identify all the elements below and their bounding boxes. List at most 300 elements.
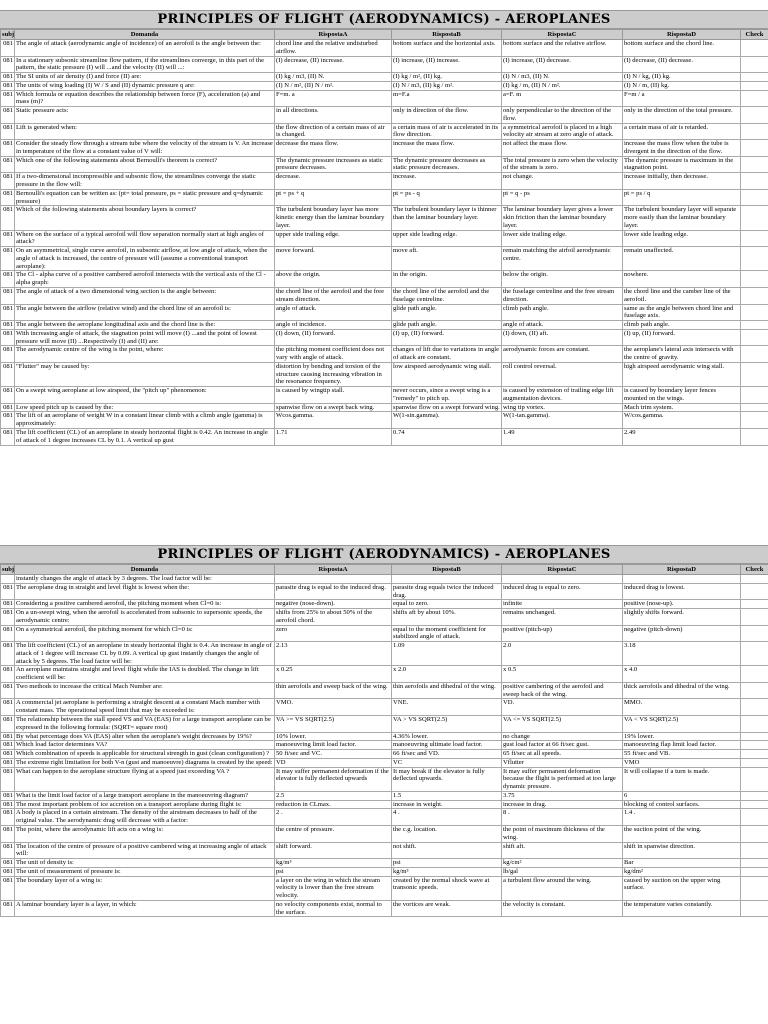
answer-d-cell: W/cos.gamma. [623,412,741,429]
answer-a-cell: It may suffer permanent deformation if the elevator is fully deflected upwards [275,767,392,791]
answer-c-cell: the point of maximum thickness of the wing. [502,825,623,842]
answer-c-cell: VA <= VS SQRT(2.5) [502,716,623,733]
answer-d-cell: (I) N / m, (II) kg. [623,81,741,90]
table-row [1,90,768,107]
question-cell: instantly changes the angle of attack by 3 degrees. The load factor will be: [15,575,275,584]
question-cell: The boundary layer of a wing is: [15,876,275,900]
answer-a-cell: negative (nose-down). [275,600,392,609]
check-cell [741,90,768,107]
answer-a-cell: angle of attack. [275,304,392,321]
question-cell: The location of the centre of pressure of a positive cambered wing at increasing angle of attack will: [15,842,275,859]
answer-d-cell: a certain mass of air is retarded. [623,123,741,140]
column-header-answer-a: RispostaA [275,565,392,575]
answer-c-cell: not affect the mass flow. [502,140,623,157]
answer-c-cell: 3.75 [502,791,623,800]
table-row [1,842,768,859]
answer-b-cell: the chord line of the aerofoil and the fuselage centreline. [392,287,502,304]
subject-code-cell: 081 [1,189,15,206]
subject-code-cell: 081 [1,791,15,800]
subject-code-cell: 081 [1,90,15,107]
answer-d-cell: manoeuvring flap limit load factor. [623,741,741,750]
answer-c-cell: (I) kg / m, (II) N / m². [502,81,623,90]
answer-a-cell: spanwise flow on a swept back wing. [275,403,392,412]
check-cell [741,600,768,609]
question-cell: The aerodynamic centre of the wing is the point, where: [15,346,275,363]
table-row [1,247,768,271]
answer-a-cell: the flow direction of a certain mass of air is changed. [275,123,392,140]
question-cell: Low speed pitch up is caused by the: [15,403,275,412]
question-cell: On an asymmetrical, single curve aerofoil, in subsonic airflow, at low angle of attack, when the angle of attack is increased, the centre of pressure will (assume a conventional transport aeroplane): [15,247,275,271]
column-header-question: Domanda [15,565,275,575]
question-table [0,564,768,917]
answer-b-cell: increase in weight. [392,800,502,809]
answer-c-cell: angle of attack. [502,321,623,330]
check-cell [741,123,768,140]
table-row [1,387,768,404]
answer-a-cell: thin aerofoils and sweep back of the wing. [275,682,392,699]
question-cell: If a two-dimensional incompressible and subsonic flow, the streamlines converge the static pressure in the flow will: [15,173,275,190]
column-header-answer-d: RispostaD [623,565,741,575]
question-cell: Where on the surface of a typical aerofoil will flow separation normally start at high angles of attack? [15,230,275,247]
answer-c-cell: lower side trailing edge. [502,230,623,247]
question-cell: Which combination of speeds is applicable for structural strength in gust (clean configuration) ? [15,750,275,759]
answer-c-cell: aerodynamic forces are constant. [502,346,623,363]
question-cell: The lift of an aeroplane of weight W in a constant linear climb with a climb angle (gamma) is approximately: [15,412,275,429]
subject-code-cell: 081 [1,625,15,642]
check-cell [741,173,768,190]
question-cell: On a un-swept wing, when the aerofoil is accelerated from subsonic to supersonic speeds, the aerodynamic centre: [15,609,275,626]
answer-c-cell: below the origin. [502,271,623,288]
answer-d-cell: the temperature varies constantly. [623,900,741,917]
table-row [1,40,768,57]
sheet-title: PRINCIPLES OF FLIGHT (AERODYNAMICS) - AEROPLANES [0,545,768,564]
table-row [1,609,768,626]
answer-b-cell: increase. [392,173,502,190]
subject-code-cell: 081 [1,609,15,626]
answer-c-cell: (I) N / m3, (II) N. [502,73,623,82]
answer-d-cell: remain unaffected. [623,247,741,271]
answer-b-cell: VC [392,758,502,767]
question-cell: Which load factor determines VA? [15,741,275,750]
check-cell [741,666,768,683]
answer-d-cell: same as the angle between chord line and fuselage axis. [623,304,741,321]
answer-b-cell: a certain mass of air is accelerated in its flow direction. [392,123,502,140]
answer-d-cell: thick aerofoils and dihedral of the wing. [623,682,741,699]
answer-c-cell: pt = q - ps [502,189,623,206]
question-cell: Considering a positive cambered aerofoil, the pitching moment when Cl=0 is: [15,600,275,609]
answer-b-cell: bottom surface and the horizontal axis. [392,40,502,57]
answer-b-cell: thin aerofoils and dihedral of the wing. [392,682,502,699]
question-cell: Which of the following statements about boundary layers is correct? [15,206,275,230]
subject-code-cell: 081 [1,876,15,900]
check-cell [741,682,768,699]
column-header-question: Domanda [15,30,275,40]
answer-a-cell: Wcos.gamma. [275,412,392,429]
answer-b-cell [392,575,502,584]
check-cell [741,189,768,206]
answer-d-cell: nowhere. [623,271,741,288]
question-cell: The unit of measurement of pressure is: [15,867,275,876]
answer-c-cell: x 0.5 [502,666,623,683]
answer-b-cell: (I) increase, (II) increase. [392,56,502,73]
question-cell: What can happen to the aeroplane structure flying at a speed just exceeding VA ? [15,767,275,791]
check-cell [741,732,768,741]
check-cell [741,412,768,429]
answer-b-cell: manoeuvring ultimate load factor. [392,741,502,750]
check-cell [741,583,768,600]
question-cell: The relationship between the stall speed VS and VA (EAS) for a large transport aeroplane can be expressed in the following formula: (SQRT= square root) [15,716,275,733]
check-cell [741,156,768,173]
table-row [1,809,768,826]
question-cell: The extreme right limitation for both V-n (gust and manoeuvre) diagrams is created by the speed: [16,758,273,766]
question-cell: Bernoulli's equation can be written as: (pt= total pressure, ps = static pressure and q=dynamic pressure) [15,189,275,206]
answer-b-cell: changes of lift due to variations in angle of attack are constant. [392,346,502,363]
table-header-row [1,30,768,40]
subject-code-cell: 081 [1,412,15,429]
answer-c-cell: remains unchanged. [502,609,623,626]
question-table-body [1,575,768,917]
answer-d-cell: Mach trim system. [623,403,741,412]
subject-code-cell: 081 [1,825,15,842]
question-cell: The SI units of air density (I) and force (II) are: [15,73,275,82]
subject-code-cell: 081 [1,206,15,230]
check-cell [741,800,768,809]
subject-code-cell: 081 [1,73,15,82]
column-header-answer-b: RispostaB [392,565,502,575]
check-cell [741,867,768,876]
answer-d-cell: increase the mass flow when the tube is divergent in the direction of the flow. [623,140,741,157]
subject-code-cell: 081 [1,156,15,173]
check-cell [741,609,768,626]
subject-code-cell: 081 [1,304,15,321]
subject-code-cell: 081 [1,758,15,767]
answer-c-cell: the velocity is constant. [502,900,623,917]
question-cell: The most important problem of ice accretion on a transport aeroplane during flight is: [15,800,275,809]
answer-b-cell: 0.74 [392,428,502,445]
question-table-body [1,40,768,446]
answer-a-cell: decrease. [275,173,392,190]
answer-b-cell: 1.5 [392,791,502,800]
answer-d-cell: (I) up, (II) forward. [623,329,741,346]
question-sheet-1 [0,10,768,446]
question-cell: The unit of density is: [15,859,275,868]
answer-a-cell: the pitching moment coefficient does not vary with angle of attack. [275,346,392,363]
check-cell [741,321,768,330]
table-row [1,583,768,600]
column-header-subj: subj [2,565,15,573]
answer-b-cell: shifts aft by about 10%. [392,609,502,626]
check-cell [741,56,768,73]
answer-d-cell: only in the direction of the total pressure. [623,107,741,124]
answer-c-cell: a turbulent flow around the wing. [502,876,623,900]
subject-code-cell: 081 [1,732,15,741]
answer-a-cell: 50 ft/sec and VC. [275,750,392,759]
question-cell: The point, where the aerodynamic lift acts on a wing is: [15,825,275,842]
subject-code-cell: 081 [1,583,15,600]
answer-a-cell: manoeuvring limit load factor. [275,741,392,750]
answer-d-cell: 3.18 [623,642,741,666]
question-cell: Which one of the following statements about Bernoulli's theorem is correct? [15,156,275,173]
column-header-check: Check [741,565,768,575]
answer-a-cell: angle of incidence. [275,321,392,330]
answer-d-cell: (I) decrease, (II) decrease. [623,56,741,73]
table-row [1,625,768,642]
answer-b-cell: never occurs, since a swept wing is a "remedy" to pitch up. [392,387,502,404]
subject-code-cell: 081 [1,809,15,826]
answer-c-cell: a symmetrical aerofoil is placed in a high velocity air stream at zero angle of attack. [502,123,623,140]
subject-code-cell: 081 [1,321,15,330]
answer-a-cell: (I) N / m², (II) N / m². [275,81,392,90]
answer-b-cell: parasite drag equals twice the induced drag. [392,583,502,600]
answer-c-cell: 8 . [502,809,623,826]
answer-a-cell: 2.13 [275,642,392,666]
answer-c-cell: is caused by extension of trailing edge lift augmentation devices. [502,387,623,404]
check-cell [741,791,768,800]
subject-code-cell: 081 [1,403,15,412]
table-row [1,867,768,876]
check-cell [741,575,768,584]
table-row [1,140,768,157]
answer-b-cell: 1.09 [392,642,502,666]
answer-a-cell: shift forward. [275,842,392,859]
answer-d-cell: bottom surface and the chord line. [623,40,741,57]
answer-b-cell: x 2.0 [392,666,502,683]
question-cell: The angle between the aeroplane longitudinal axis and the chord line is the: [15,321,275,330]
table-row [1,699,768,716]
answer-b-cell: only in direction of the flow. [392,107,502,124]
answer-b-cell: move aft. [392,247,502,271]
check-cell [741,716,768,733]
question-cell: A body is placed in a certain airstream. The density of the airstream decreases to half of the original value. The aerodynamic drag will decrease with a factor: [15,809,275,826]
answer-d-cell: It will collapse if a turn is made. [623,767,741,791]
answer-d-cell: kg/dm² [623,867,741,876]
subject-code-cell: 081 [1,140,15,157]
answer-a-cell: (I) down, (II) forward. [275,329,392,346]
check-cell [741,699,768,716]
answer-d-cell: the suction point of the wing. [623,825,741,842]
question-cell: The angle of attack (aerodynamic angle of incidence) of an aerofoil is the angle between the: [15,40,275,57]
table-row [1,575,768,584]
answer-d-cell: x 4.0 [623,666,741,683]
answer-a-cell: (I) decrease, (II) increase. [275,56,392,73]
answer-d-cell: is caused by boundary layer fences mounted on the wings. [623,387,741,404]
column-header-answer-a: RispostaA [275,30,392,40]
answer-b-cell: 4 . [392,809,502,826]
answer-d-cell: negative (pitch-down) [623,625,741,642]
question-cell: A commercial jet aeroplane is performing a straight descent at a constant Mach number with constant mass. The operational speed limit that may be exceeded is: [15,699,275,716]
answer-b-cell: not shift. [392,842,502,859]
check-cell [741,403,768,412]
table-row [1,173,768,190]
answer-c-cell: 65 ft/sec at all speeds. [502,750,623,759]
subject-code-cell: 081 [1,800,15,809]
subject-code-cell: 081 [1,173,15,190]
answer-d-cell: 19% lower. [623,732,741,741]
table-row [1,271,768,288]
subject-code-cell: 081 [1,842,15,859]
answer-a-cell: x 0.25 [275,666,392,683]
subject-code-cell: 081 [1,750,15,759]
table-row [1,800,768,809]
answer-a-cell: move forward. [275,247,392,271]
answer-b-cell: spanwise flow on a swept forward wing. [393,403,500,411]
answer-c-cell: remain matching the airfoil aerodynamic centre. [502,247,623,271]
answer-a-cell: F=m. a [275,90,392,107]
check-cell [741,767,768,791]
subject-code-cell: 081 [1,859,15,868]
table-row [1,412,768,429]
question-cell: With increasing angle of attack, the stagnation point will move (I) ...and the point of lowest pressure will move (II) ...Respectively (I) and (II) are: [15,329,275,346]
column-header-answer-b: RispostaB [392,30,502,40]
answer-c-cell: infinite [502,600,623,609]
answer-c-cell: not change. [502,173,623,190]
check-cell [741,287,768,304]
question-cell: By what percentage does VA (EAS) alter when the aeroplane's weight decreases by 19%? [15,732,275,741]
subject-code-cell: 081 [1,699,15,716]
answer-d-cell: (I) N / kg, (II) kg. [623,73,741,82]
answer-d-cell: high airspeed aerodynamic wing stall. [623,362,741,386]
answer-a-cell: psi [275,867,392,876]
answer-b-cell: VA > VS SQRT(2.5) [392,716,502,733]
answer-d-cell: F=m / a [623,90,741,107]
check-cell [741,107,768,124]
answer-b-cell: 66 ft/sec and VD. [392,750,502,759]
answer-b-cell: upper side leading edge. [392,230,502,247]
subject-code-cell: 081 [1,362,15,386]
question-cell: The units of wing loading (I) W / S and (II) dynamic pressure q are: [15,81,275,90]
check-cell [741,825,768,842]
answer-d-cell: 55 ft/sec and VB. [623,750,741,759]
question-cell: The Cl - alpha curve of a positive cambered aerofoil intersects with the vertical axis of the Cl - alpha graph: [15,271,275,288]
table-row [1,73,768,82]
answer-c-cell: no change [502,732,623,741]
answer-a-cell: above the origin. [275,271,392,288]
answer-b-cell: (I) up, (II) forward. [392,329,502,346]
answer-d-cell: VMO [623,758,741,767]
table-row [1,156,768,173]
check-cell [741,625,768,642]
answer-b-cell: psi [392,859,502,868]
subject-code-cell: 081 [1,682,15,699]
answer-d-cell: induced drag is lowest. [623,583,741,600]
check-cell [741,428,768,445]
answer-c-cell: increase in drag. [502,800,623,809]
column-header-subj: subj [2,30,15,38]
answer-b-cell: It may break if the elevator is fully deflected upwards. [392,767,502,791]
answer-c-cell: Vflutter [502,758,623,767]
check-cell [741,73,768,82]
check-cell [741,230,768,247]
column-header-check: Check [741,30,768,40]
answer-b-cell: low airspeed aerodynamic wing stall. [392,362,502,386]
question-cell: Static pressure acts: [15,107,275,124]
answer-a-cell: 1.71 [275,428,392,445]
subject-code-cell: 081 [1,287,15,304]
column-header-answer-c: RispostaC [502,30,623,40]
answer-a-cell: the centre of pressure. [275,825,392,842]
answer-d-cell: blocking of control surfaces. [623,800,741,809]
answer-c-cell: gust load factor at 66 ft/sec gust. [502,741,623,750]
answer-d-cell: climb path angle. [623,321,741,330]
table-row [1,287,768,304]
table-row [1,107,768,124]
check-cell [741,304,768,321]
table-row [1,329,768,346]
answer-d-cell: 6 [623,791,741,800]
subject-code-cell: 081 [1,271,15,288]
table-row [1,758,768,767]
check-cell [741,859,768,868]
column-header-answer-d: RispostaD [623,30,741,40]
check-cell [741,362,768,386]
answer-a-cell: decrease the mass flow. [275,140,392,157]
answer-a-cell: The dynamic pressure increases as static pressure decreases. [275,156,392,173]
answer-b-cell: the c.g. location. [392,825,502,842]
answer-c-cell: bottom surface and the relative airflow. [502,40,623,57]
answer-b-cell: the vortices are weak. [392,900,502,917]
check-cell [741,876,768,900]
answer-a-cell: the chord line of the aerofoil and the free stream direction. [275,287,392,304]
answer-b-cell: equal to the moment coefficient for stabilized angle of attack. [392,625,502,642]
table-row [1,859,768,868]
subject-code-cell: 081 [1,716,15,733]
answer-c-cell: The laminar boundary layer gives a lower skin friction than the laminar boundary layer. [502,206,623,230]
subject-code-cell: 081 [1,247,15,271]
answer-c-cell: W(1-tan.gamma). [502,412,623,429]
answer-b-cell: (I) kg / m², (II) kg. [392,73,502,82]
subject-code-cell: 081 [1,346,15,363]
table-row [1,600,768,609]
table-row [1,321,768,330]
answer-d-cell: pt = ps / q [623,189,741,206]
table-row [1,428,768,445]
subject-code-cell: 081 [1,600,15,609]
question-cell: A laminar boundary layer is a layer, in which: [15,900,275,917]
question-sheet-2 [0,545,768,917]
answer-d-cell: The turbulent boundary layer will separate more easily than the laminar boundary layer. [623,206,741,230]
table-row [1,732,768,741]
check-cell [741,329,768,346]
answer-d-cell: The dynamic pressure is maximum in the stagnation point. [623,156,741,173]
answer-c-cell: climb path angle. [502,304,623,321]
answer-d-cell: 2.49 [623,428,741,445]
answer-a-cell: 2.5 [275,791,392,800]
subject-code-cell: 081 [1,40,15,57]
question-cell: The lift coefficient (CL) of an aeroplane in steady horizontal flight is 0.42. An increase in angle of attack of 1 degree increases CL by 0.1. A vertical up gust [15,428,275,445]
table-row [1,876,768,900]
check-cell [741,247,768,271]
answer-b-cell: VNE. [392,699,502,716]
answer-d-cell: Bar [623,859,741,868]
question-cell: In a stationary subsonic streamline flow pattern, if the streamlines converge, in this part of the pattern, the static pressure (I) will ...and the velocity (II) will ...: [15,56,275,73]
answer-c-cell: wing tip vortex. [502,403,623,412]
answer-d-cell: caused by suction on the upper wing surface. [623,876,741,900]
subject-code-cell [1,575,15,584]
question-cell: An aeroplane maintains straight and level flight while the IAS is doubled. The change in lift coefficient will be: [15,666,275,683]
answer-a-cell: shifts from 25% to about 50% of the aerofoil chord. [275,609,392,626]
subject-code-cell: 081 [1,107,15,124]
check-cell [741,387,768,404]
table-row [1,682,768,699]
answer-a-cell: VD [275,758,392,767]
question-cell: The angle of attack of a two dimensional wing section is the angle between: [15,287,275,304]
table-row [1,716,768,733]
answer-b-cell: 4.36% lower. [392,732,502,741]
answer-a-cell: no velocity components exist, normal to the surface. [275,900,392,917]
table-row [1,206,768,230]
answer-d-cell: MMO. [623,699,741,716]
answer-a-cell: chord line and the relative undisturbed airflow. [275,40,392,57]
